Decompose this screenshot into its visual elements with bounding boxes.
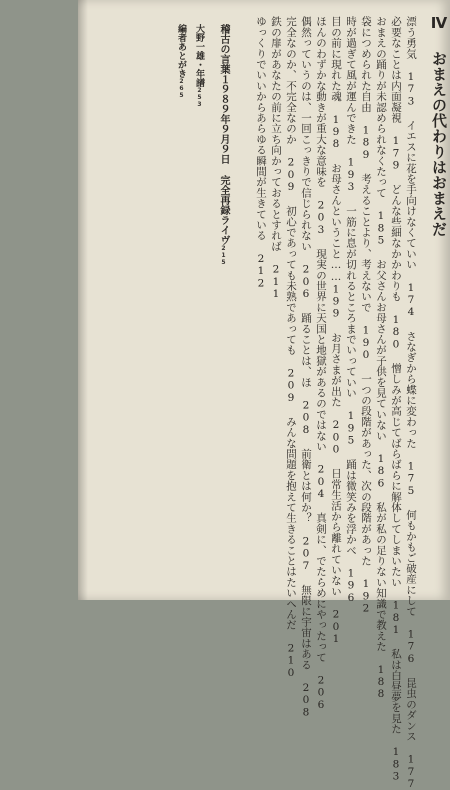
toc-line: 時が過ぎて風が運んできた 193 一筋に息が切れるところまでいっていい 195 踊は微笑みを浮かべ 196	[345, 16, 357, 605]
chapter-title: Ⅳ おまえの代わりはおまえだ	[430, 14, 448, 237]
book-page	[78, 0, 450, 790]
toc-line: 鉄の扉があなたの前に立ち向かっておるとすれば 211	[270, 16, 282, 301]
toc-line: 完全なのか、不完全なのか 209 初心であっても未熟であっても 209 みんな問題を抱えて生きることはたいへんだ 210	[285, 16, 297, 679]
section-title-afterword: 編者あとがき265	[176, 24, 186, 99]
toc-line: 漂う勇気 173 イエスに花を手向けなくていい 174 さなぎから蝶に変わった 175 何もかもご破産にして 176 昆虫のダンス 177	[405, 16, 417, 790]
toc-line: 目の前に現れた魂 198 お母さんということ……199 お月さまが出た 200 日常生活から離れていない 201	[330, 16, 342, 646]
toc-line: ゆっくりでいいからあらゆる瞬間が生きている 212	[255, 16, 267, 290]
section-title-live: 稽古の言葉１９８９年９月９日 完全再録ライヴ215	[218, 24, 229, 266]
toc-line: ほんのわずかな動きが重大な意味を 203 現実の世界に天国と地獄があるのではない 204 真剣に、でたらめにやったって 206	[315, 16, 327, 712]
section-title-chronology: 大野一雄・年譜253	[194, 24, 204, 108]
toc-line: 必要なことは内面凝視 179 どんな些細なかかわりも 180 憎しみが高じてばらばらに解体してしまいたい 181 私は白昼夢を見た 183	[390, 16, 402, 783]
toc-line: 袋につめられた自由 189 考えることより、考えないで 190 一つの段階があった、次の段階があった 192	[360, 16, 372, 615]
toc-line: おまえの踊りが未認められなくたって 185 お父さんお母さんが子供を見ていない 186 私が私の足りない知識で教えた 188	[375, 16, 387, 701]
toc-line: 偶然っていうのは、一回こっきりで信じられない 206 踊ることは、ほ 208 前衛とは何か？ 207 無限に宇宙はある 208	[300, 16, 312, 719]
